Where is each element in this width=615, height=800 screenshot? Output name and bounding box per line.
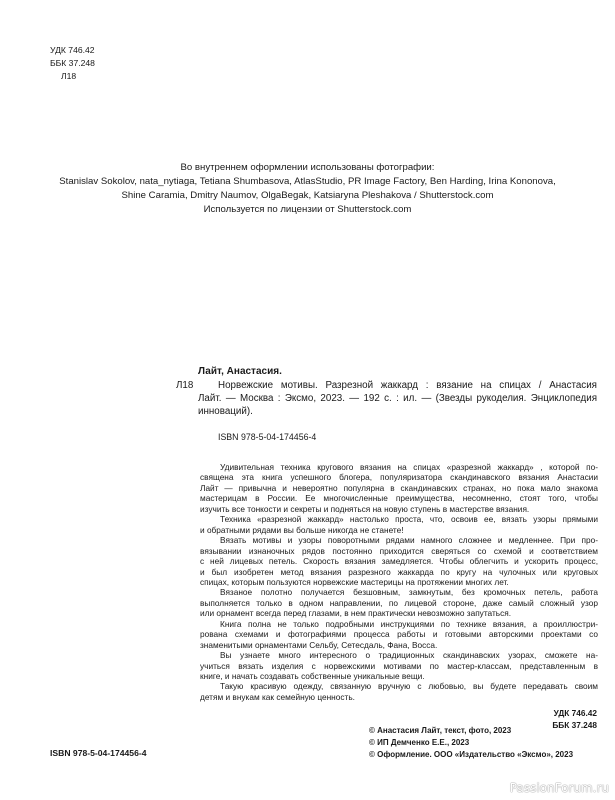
catalog-line: Лайт. — Москва : Эксмо, 2023. — 192 с. : ил. — (Звезды рукоделия. Энциклопедия [198,393,597,404]
annotation-line: или орнамент всегда перед глазами, в нем практически невозможно запутаться. [200,608,512,619]
catalog-isbn: ISBN 978-5-04-174456-4 [218,432,317,442]
udk-code-bottom: УДК 746.42 [553,708,597,718]
annotation-line: Вязаное полотно получается безшовным, замкнутым, без кромочных петель, работа [220,587,598,598]
catalog-line: инноваций). [198,406,253,417]
annotation-line: Удивительная техника кругового вязания на спицах «разрезной жаккард» , которой по- [220,462,598,472]
catalog-author: Лайт, Анастасия. [198,366,282,377]
annotation-line: Книга полна не только подробными инструкциями по технике вязания, а проиллюстри- [220,618,598,629]
annotation-line: спицах, которым пользуются норвежские мастерицы на протяжении многих лет. [200,576,509,587]
annotation-line: и обратными рядами вы больше никогда не станете! [200,524,404,535]
bbk-code-bottom: ББК 37.248 [552,720,597,730]
annotation-line: мастерицам в России. Ее многочисленные преимущества, несомненно, стоят того, чтобы [200,493,598,504]
watermark: PassionForum.ru [509,781,609,795]
copyright-line: © ИП Демченко Е.Е., 2023 [369,738,470,747]
author-sign: Л18 [61,71,77,81]
annotation-line: и был изобретен метод вязания разрезного жаккарда по кругу на чулочных или круговых [200,566,598,577]
catalog-sign: Л18 [176,380,194,391]
annotation-line: детям и внукам как семейную ценность. [200,691,355,702]
annotation-line: священа эта книга успешного блогера, популяризатора скандинавского вязания Анастасии [200,472,598,483]
annotation-line: Такую красивую одежду, связанную вручную с любовью, вы будете передавать своим [220,681,598,692]
copyright-line: © Оформление. ООО «Издательство «Эксмо», 2023 [369,750,574,759]
photo-credits-line: Shine Caramia, Dmitry Naumov, OlgaBegak, Katsiaryna Pleshakova / Shutterstock.com [121,190,494,201]
photo-credits-line: Stanislav Sokolov, nata_nytiaga, Tetiana Shumbasova, AtlasStudio, PR Image Factory, Ben Harding, Irina Kononova, [59,176,556,187]
annotation-line: рована схемами и фотографиями процесса работы и готовыми авторскими проектами со [200,629,598,640]
annotation-line: с ней лицевых петель. Скорость вязания замедляется. Чтобы облегчить и ускорить процесс, [200,556,598,567]
footer-isbn: ISBN 978-5-04-174456-4 [50,748,147,758]
catalog-line: Норвежские мотивы. Разрезной жаккард : вязание на спицах / Анастасия [218,380,597,391]
annotation-line: вязывании изнаночных рядов постоянно приходится сверяться со схемой и соответствием [200,545,598,556]
photo-credits-heading: Во внутреннем оформлении использованы фотографии: [180,162,435,173]
annotation-line: изучить все тонкости и секреты и подняться на новую ступень в мастерстве вязания. [200,503,530,514]
annotation-line: учиться вязать изделия с норвежскими мотивами по мастер-классам, представленным в [200,660,598,671]
annotation-line: Вы узнаете много интересного о традиционных скандинавских узорах, сможете на- [220,650,598,661]
annotation-line: знаменитыми орнаментами Сельбу, Сетесдаль, Фана, Восса. [200,639,438,650]
license-note: Используется по лицензии от Shutterstock.com [203,204,412,215]
annotation-line: выполняется только в одном направлении, по лицевой стороне, даже самый сложный узор [200,597,598,608]
bbk-code: ББК 37.248 [50,58,95,68]
annotation-line: Техника «разрезной жаккард» настолько проста, что, освоив ее, вязать узоры прямыми [220,514,598,525]
annotation-line: Лайт — привычна и невероятно популярна в скандинавских странах, но пока мало знакома [200,482,598,493]
annotation-line: книге, и начать создавать собственные уникальные вещи. [200,671,425,681]
udk-code: УДК 746.42 [50,45,95,55]
copyright-line: © Анастасия Лайт, текст, фото, 2023 [369,726,512,735]
annotation-line: Вязать мотивы и узоры поворотными рядами намного сложнее и медленнее. При про- [220,535,598,546]
